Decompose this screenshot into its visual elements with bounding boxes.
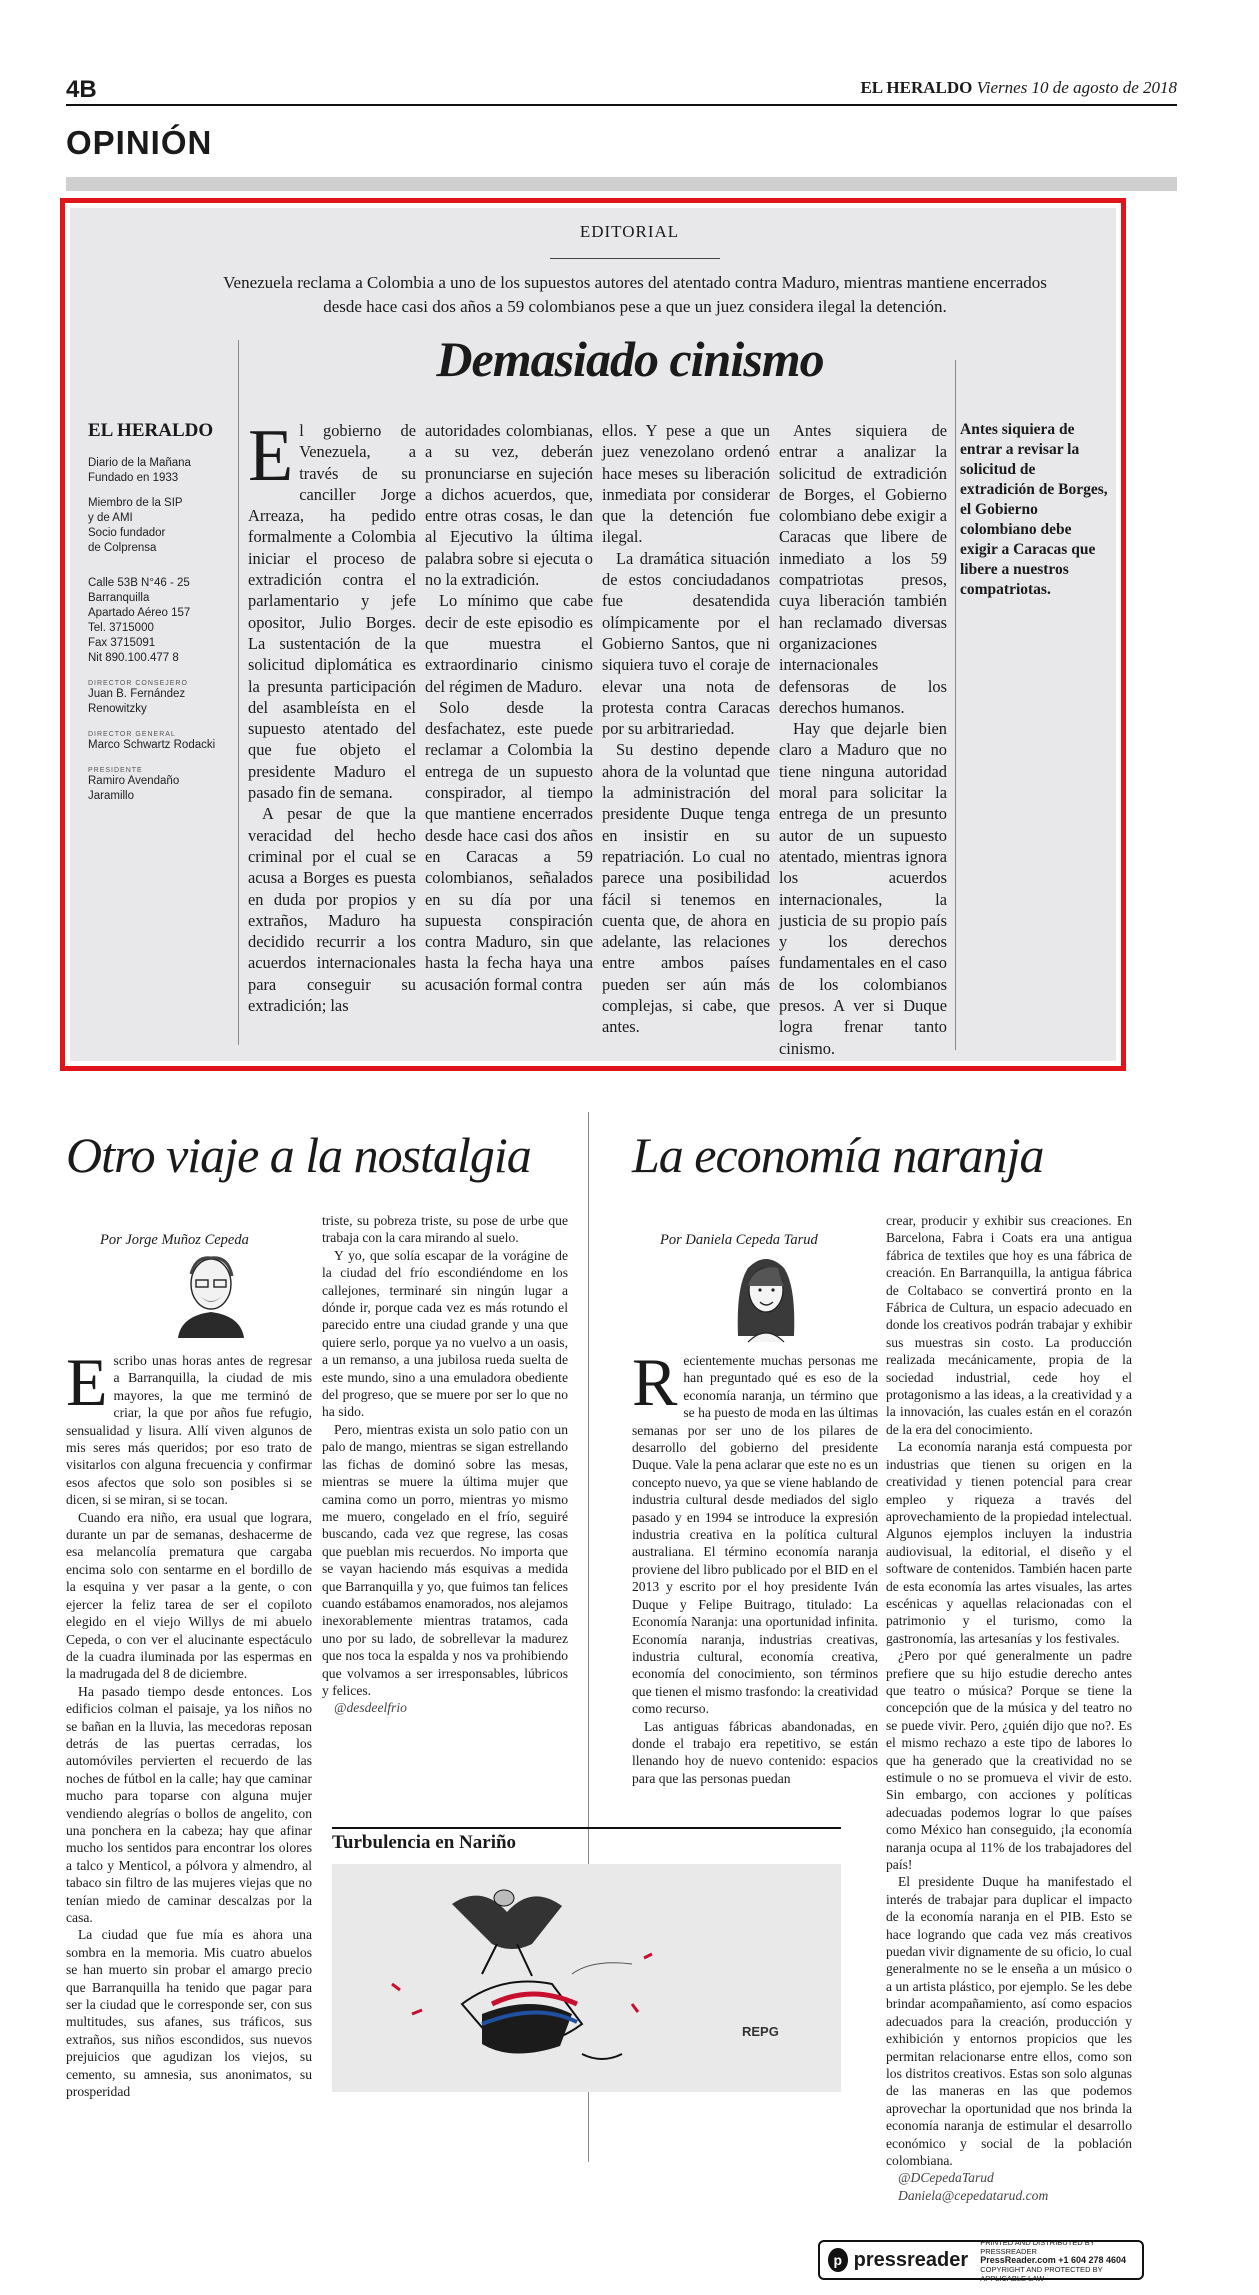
byline-left: Por Jorge Muñoz Cepeda <box>100 1232 249 1248</box>
drop-cap: R <box>632 1344 678 1420</box>
paragraph: Lo mínimo que cabe decir de este episodio es que muestra el extraordinario cinismo del régimen de Maduro. <box>425 591 593 696</box>
section-title: OPINIÓN <box>66 124 213 161</box>
paragraph: ecientemente muchas personas me han preguntado qué es eso de la economía naranja, un término que se ha puesto de moda en las últimas semanas por ser uno de los pilares de desarrollo del gobierno del presidente Duque. Vale la pena aclarar que este no es un concepto nuevo, ya que se viene hablando de industria cultural desde mediados del siglo pasado y en 1994 se introduce la expresión industria creativa en la política cultural australiana. El término economía naranja proviene del libro publicado por el BID en el 2013 y escrito por el hoy presidente Iván Duque y Felipe Buitrago, titulado: La Economía Naranja: una oportunidad infinita. Economía naranja, industrias creativas, industria cultural, economía creativa, economía del conocimiento, son términos que tienen el mismo trasfondo: la creatividad como recurso. <box>632 1353 878 1717</box>
editorial-summary: Venezuela reclama a Colombia a uno de los supuestos autores del atentado contra Maduro, mientras mantiene encerrados desde hace casi dos años a 59 colombianos pese a que un juez considera ilegal la detención. <box>223 273 1047 316</box>
info-line: Fundado en 1933 <box>88 472 179 484</box>
address-line: Tel. 3715000 <box>88 622 154 634</box>
newspaper-info-block <box>88 420 236 804</box>
author-portrait-left <box>156 1246 266 1338</box>
info-line: Diario de la Mañana <box>88 457 191 469</box>
info-line: y de AMI <box>88 512 133 524</box>
editorial-column-2 <box>425 420 593 1045</box>
staff-role: PRESIDENTE <box>88 767 143 774</box>
newspaper-name: EL HERALDO <box>88 420 214 441</box>
editorial-column-3 <box>602 420 770 1045</box>
paragraph: La economía naranja está compuesta por industrias que tienen su origen en la creatividad y tienen potencial para crear empleo y riqueza a través del aprovechamiento de la propiedad intelectual. Algunos ejemplos incluyen la industria audiovisual, la editorial, el diseño y el software de contenidos. También hacen parte de esta economía las artes visuales, las artes escénicas y aquellas relacionadas con el patrimonio y el turismo, como la gastronomía, las artesanías y los festivales. <box>886 1439 1132 1646</box>
staff-name: Ramiro Avendaño <box>88 775 180 787</box>
paragraph: Hay que dejarle bien claro a Maduro que no tiene ninguna autoridad moral para solicitar la entrega de un presunto autor de un supuesto atentado, mientras ignora los acuerdos internacionales, la justicia de su propio país y los derechos fundamentales en el caso de los colombianos presos. A ver si Duque logra frenar tanto cinismo. <box>779 719 947 1058</box>
cartoon-illustration <box>332 1864 841 2092</box>
drop-cap: E <box>66 1344 108 1420</box>
staff-role: DIRECTOR CONSEJERO <box>88 680 188 687</box>
masthead <box>860 78 1177 98</box>
paragraph: Pero, mientras exista un solo patio con un palo de mango, mientras se sigan estrellando las fichas de dominó sobre las mesas, mientras se muere la última mujer que camina como un porro, mientras yo mismo me muero, congelado en el frío, seguiré buscando, cada vez que regrese, las cosas que pueblan mis recuerdos. No importa que se vayan haciendo más esquivas a medida que Barranquilla y yo, que fuimos tan felices cuando estábamos enamorados, nos alejamos inexorablemente mientras tratamos, cada uno por su lado, de sobrellevar la madurez que nos toca la espalda y nos va prohibiendo que volvamos a ser irresponsables, lúbricos y felices. <box>322 1421 568 1698</box>
pressreader-line: COPYRIGHT AND PROTECTED BY APPLICABLE LAW <box>980 2264 1103 2283</box>
column-right-text-1 <box>632 1344 878 1852</box>
section-rule <box>66 177 1177 191</box>
staff-role: DIRECTOR GENERAL <box>88 731 176 738</box>
author-handle: @desdeelfrio <box>334 1700 407 1716</box>
paragraph: Y yo, que solía escapar de la vorágine de la ciudad del frío escondiéndome en los callejones, terminaré sin ningún lugar a dónde ir, porque cada vez es más rotundo el parecido entre una ciudad grande y una que quiere serlo, porque ya no vuelvo a un oasis, a un remanso, a una jubilosa rueda suelta de este mundo, sino a una emuladora obediente del progreso, que se muere por ser lo que no ha sido. <box>322 1247 568 1420</box>
author-portrait-right <box>718 1246 814 1342</box>
address-line: Barranquilla <box>88 592 150 604</box>
author-handle: @DCepedaTarud <box>898 2170 994 2186</box>
masthead-brand: EL HERALDO <box>860 78 973 97</box>
paragraph: autoridades colombianas, a su vez, deberán pronunciarse en sujeción a dichos acuerdos, que, entre otras cosas, le dan al Ejecutivo la última palabra sobre si ejecuta o no la extradición. <box>425 421 593 590</box>
address-line: Calle 53B N°46 - 25 <box>88 577 190 589</box>
column-left-text-2 <box>322 1212 568 1812</box>
address-line: Fax 3715091 <box>88 637 156 649</box>
pull-quote: Antes siquiera de entrar a revisar la solicitud de extradición de Borges, el Gobierno colombiano debe exigir a Caracas que libere a nuestros compatriotas. <box>960 421 1108 598</box>
paragraph: La dramática situación de estos conciudadanos fue desatendida olímpicamente por el Gobierno Santos, que ni siquiera tuvo el coraje de elevar una nota de protesta contra Caracas por su arbitrariedad. <box>602 548 770 739</box>
drop-cap: E <box>248 415 294 497</box>
paragraph: crear, producir y exhibir sus creaciones. En Barcelona, Fabra i Coats era una antigua fábrica de textiles que hoy es una fábrica de creación. En Barranquilla, la antigua fábrica de Coltabaco se convertirá pronto en la Fábrica de Cultura, un espacio adecuado en donde los creativos podrán trabajar y exhibir sus muestras sin costo. La producción realizada mecánicamente, propia de la sociedad industrial, cede hoy el protagonismo a las ideas, a la creatividad y a la innovación, las cuales están en el corazón de la era del conocimiento. <box>886 1213 1132 1437</box>
column-right-text-2 <box>886 1212 1132 2203</box>
paragraph: La ciudad que fue mía es ahora una sombra en la memoria. Mis cuatro abuelos se han muerto sin probar el amargo precio que Barranquilla ha tenido que pagar para ser la ciudad que le corresponde ser, con sus multitudes, sus afanes, sus tráficos, sus extraños, sus niños escondidos, sus nuevos prejuicios que agudizan los viejos, su cemento, su amnesia, sus anonimatos, su prosperidad <box>66 1927 312 2100</box>
editorial-headline: Demasiado cinismo <box>436 331 824 387</box>
cartoonist-signature: REPG <box>742 2024 779 2039</box>
column-left-text-1 <box>66 1344 312 2152</box>
paragraph: ellos. Y pese a que un juez venezolano ordenó hace meses su liberación inmediata por considerar que la detención fue ilegal. <box>602 421 770 547</box>
paragraph: Solo desde la desfachatez, este puede reclamar a Colombia la entrega de un supuesto conspirador, al tiempo que mantiene encerrados desde hace casi dos años en Caracas a 59 colombianos, señalados en su día por una supuesta conspiración contra Maduro, sin que hasta la fecha haya una acusación formal contra <box>425 697 593 994</box>
editorial-kicker: EDITORIAL <box>579 222 680 241</box>
pressreader-icon: p <box>828 2248 848 2272</box>
pressreader-badge <box>818 2237 1144 2283</box>
paragraph: El presidente Duque ha manifestado el interés de trabajar para duplicar el impacto de la economía naranja en el PIB. Esto se hace logrando que cada vez más creativos puedan vivir dignamente de su oficio, lo cual generalmente no se le enseña a un músico o a un artista plástico, por ejemplo. Se les debe brindar acompañamiento, así como espacios adecuados para la creación, producción y exhibición y entornos propicios que les permitan relacionarse entre ellos, como son los distritos creativos. Estas son solo algunas de las maneras en las que podemos aprovechar la oportunidad que nos brinda la economía naranja de estimular el desarrollo económico y social de la población colombiana. <box>886 1874 1132 2168</box>
address-line: Apartado Aéreo 157 <box>88 607 191 619</box>
column-rule <box>955 360 956 1050</box>
info-line: Socio fundador <box>88 527 166 539</box>
paragraph: triste, su pobreza triste, su pose de urbe que trabaja con la cara mirando al suelo. <box>322 1213 568 1246</box>
byline-right: Por Daniela Cepeda Tarud <box>660 1232 818 1248</box>
pressreader-text <box>980 2238 1134 2283</box>
header-rule <box>66 104 1177 106</box>
address-line: Nit 890.100.477 8 <box>88 652 179 664</box>
paragraph: Su destino depende ahora de la voluntad que la administración del presidente Duque tenga en insistir en su repatriación. Lo cual no parece una posibilidad fácil si tenemos en cuenta que, de ahora en adelante, las relaciones entre ambos países pueden ser aún más complejas, si cabe, que antes. <box>602 740 770 1037</box>
paragraph: Cuando era niño, era usual que lograra, durante un par de semanas, deshacerme de esa melancolía prematura que cargaba encima solo con sentarme en el bordillo de la esquina y ver pasar a la gente, o con ejercer la feliz tarea de ser el copiloto elegido en el viejo Willys de mi abuelo Cepeda, o con ver el alucinante espectáculo de la cuadra iluminada por las espermas en la madrugada del 8 de diciembre. <box>66 1509 312 1682</box>
paragraph: Ha pasado tiempo desde entonces. Los edificios colman el paisaje, ya los niños no se bañan en la lluvia, las mecedoras reposan detrás de las puertas cerradas, los automóviles pervierten el recuerdo de las noches de fútbol en la calle; hay que caminar mucho para toparse con alguna mujer vendiendo alegrías o bollos de angelito, con una ponchera en la cabeza; hay que afinar mucho los sentidos para encontrar los olores a talco y Menticol, a pólvora y almendro, al tabaco sin filtro de las mujeres viejas que no tenían miedo de caminar descalzas por la casa. <box>66 1683 312 1925</box>
pressreader-line: PRINTED AND DISTRIBUTED BY PRESSREADER <box>980 2237 1095 2256</box>
editorial-column-1 <box>248 415 416 1045</box>
cartoon-title: Turbulencia en Nariño <box>332 1832 517 1853</box>
info-line: de Colprensa <box>88 542 157 554</box>
paragraph: Antes siquiera de entrar a analizar la solicitud de extradición de Borges, el Gobierno colombiano debe exigir a Caracas que libere de inmediato a los 59 compatriotas presos, cuya liberación también han reclamado diversas organizaciones internacionales defensoras de los derechos humanos. <box>779 421 947 717</box>
staff-name: Marco Schwartz Rodacki <box>88 739 216 751</box>
paragraph: A pesar de que la veracidad del hecho criminal por el cual se acusa a Borges es puesta en duda por propios y extraños, Maduro ha decidido recurrir a los acuerdos internacionales para conseguir su extradición; las <box>248 804 416 1016</box>
pressreader-line: PressReader.com +1 604 278 4604 <box>980 2254 1127 2265</box>
info-line: Miembro de la SIP <box>88 497 183 509</box>
staff-name: Juan B. Fernández <box>88 688 186 700</box>
author-email: Daniela@cepedatarud.com <box>898 2187 1049 2203</box>
staff-name: Renowitzky <box>88 703 147 715</box>
staff-name: Jaramillo <box>88 790 135 802</box>
column-title-left: Otro viaje a la nostalgia <box>66 1127 531 1183</box>
pressreader-name: pressreader <box>853 2248 969 2271</box>
paragraph: Las antiguas fábricas abandonadas, en donde el trabajo era repetitivo, se están llenando hoy de nuevo contenido: espacios para que las personas puedan <box>632 1718 878 1786</box>
masthead-date: Viernes 10 de agosto de 2018 <box>976 78 1177 97</box>
paragraph: l gobierno de Venezuela, a través de su canciller Jorge Arreaza, ha pedido formalmente a Colombia iniciar el proceso de extradición contra el parlamentario y jefe opositor, Julio Borges. La sustentación de la solicitud diplomática es la presunta participación del asambleísta en el supuesto atentado del que fue objeto el presidente Maduro el pasado fin de semana. <box>248 421 416 803</box>
kicker-rule <box>550 258 720 259</box>
paragraph: scribo unas horas antes de regresar a Barranquilla, la ciudad de mis mayores, la que me terminó de criar, la que por años fue refugio, sensualidad y lisura. Allí viven algunos de mis seres más queridos; por eso trato de visitarlos con alguna frecuencia y confirmar esos afectos que solo son posibles si se dicen, si se miran, si se tocan. <box>66 1353 312 1508</box>
column-title-right: La economía naranja <box>632 1127 1044 1183</box>
page-number: 4B <box>66 76 97 103</box>
paragraph: ¿Pero por qué generalmente un padre prefiere que su hijo estudie derecho antes que teatro o música? Porque se tiene la concepción que de la música y del teatro no se puede vivir. Pero, ¿quién dijo que no?. Es el mismo rechazo a este tipo de labores lo que ha generado que la creatividad no se estimule o no se promueva el vivir de esto. Sin embargo, con acciones y políticas adecuadas podemos lograr lo que países como México han conseguido, ¡la economía naranja ocupa al 11% de los trabajadores del país! <box>886 1648 1132 1873</box>
column-rule <box>238 340 239 1045</box>
editorial-column-4 <box>779 420 947 1058</box>
